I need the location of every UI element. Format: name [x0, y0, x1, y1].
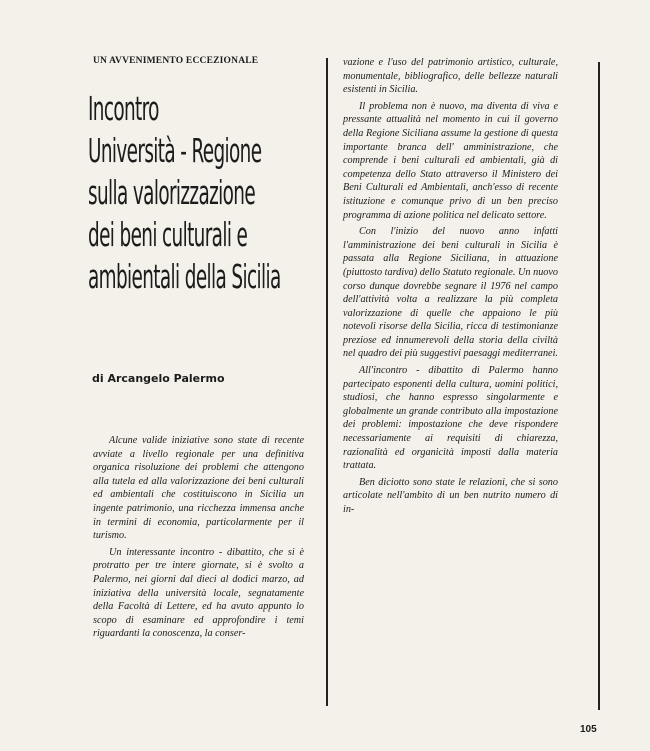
paragraph: Il problema non è nuovo, ma diventa di viva e pressante attualità nel momento in cui il governo della Regione Siciliana assume la gestione di questa importante branca dell' amministrazione, che comprende i beni culturali ed ambientali, già di competenza dello Stato attraverso il Ministero dei Beni Culturali ed Ambientali, anch'esso di recente istituzione e comunque privo di un ben preciso programma di azione politica nel delicato settore.: [343, 100, 558, 221]
title-line: ambientali della Sicilia: [88, 257, 281, 296]
paragraph: Con l'inizio del nuovo anno infatti l'amministrazione dei beni culturali in Sicilia è passata alla Regione Siciliana, in attuazione (piuttosto tardiva) dello Statuto regionale. Un nuovo corso dunque dovrebbe segnare il 1976 nel campo dell'attività volta a realizzare la più completa valorizzazione di quelle che appaiono le più notevoli risorse della Sicilia, ricca di testimonianze preziose ed innumerevoli della storia della civiltà nel quadro dei più suggestivi paesaggi mediterranei.: [343, 226, 558, 360]
paragraph: Ben diciotto sono state le relazioni, che si sono articolate nell'ambito di un ben nutrito numero di in-: [343, 476, 558, 515]
title-line: Incontro: [88, 89, 159, 128]
author-byline: di Arcangelo Palermo: [92, 372, 225, 385]
paragraph: All'incontro - dibattito di Palermo hanno partecipato esponenti della cultura, uomini politici, studiosi, che hanno espresso singolarmente e globalmente un grande contributo alla impostazione dei problemi: impostazione che deve rispondere necessariamente ai requisiti di chiarezza, razionalità ed organicità imposti dalla materia trattata.: [343, 365, 558, 472]
column-divider: [326, 58, 328, 706]
title-line: sulla valorizzazione: [88, 173, 256, 212]
right-column: [343, 56, 558, 517]
title-line: Università - Regione: [88, 131, 262, 170]
paragraph: Alcune valide iniziative sono state di recente avviate a livello regionale per una definitiva organica risoluzione dei problemi che attengono alla tutela ed alla valorizzazione dei beni culturali ed ambientali che costituiscono in Sicilia un ingente patrimonio, una ricchezza immensa anche in termini di economia, particolarmente per il turismo.: [93, 435, 304, 542]
page-number: 105: [580, 724, 597, 735]
paragraph: Un interessante incontro - dibattito, che si è protratto per tre intere giornate, si è svolto a Palermo, nei giorni dal dieci al dodici marzo, ad iniziativa della università locale, segnatamente della Facoltà di Lettere, ed ha avuto appunto lo scopo di esaminare ed approfondire i temi riguardanti la conoscenza, la conser-: [93, 546, 304, 640]
left-column: [93, 434, 304, 641]
title-line: dei beni culturali e: [88, 215, 248, 254]
page-edge-rule: [598, 62, 600, 710]
paragraph: vazione e l'uso del patrimonio artistico, culturale, monumentale, bibliografico, delle bellezze naturali esistenti in Sicilia.: [343, 57, 558, 96]
section-label: UN AVVENIMENTO ECCEZIONALE: [93, 56, 259, 66]
article-title: [88, 88, 317, 298]
